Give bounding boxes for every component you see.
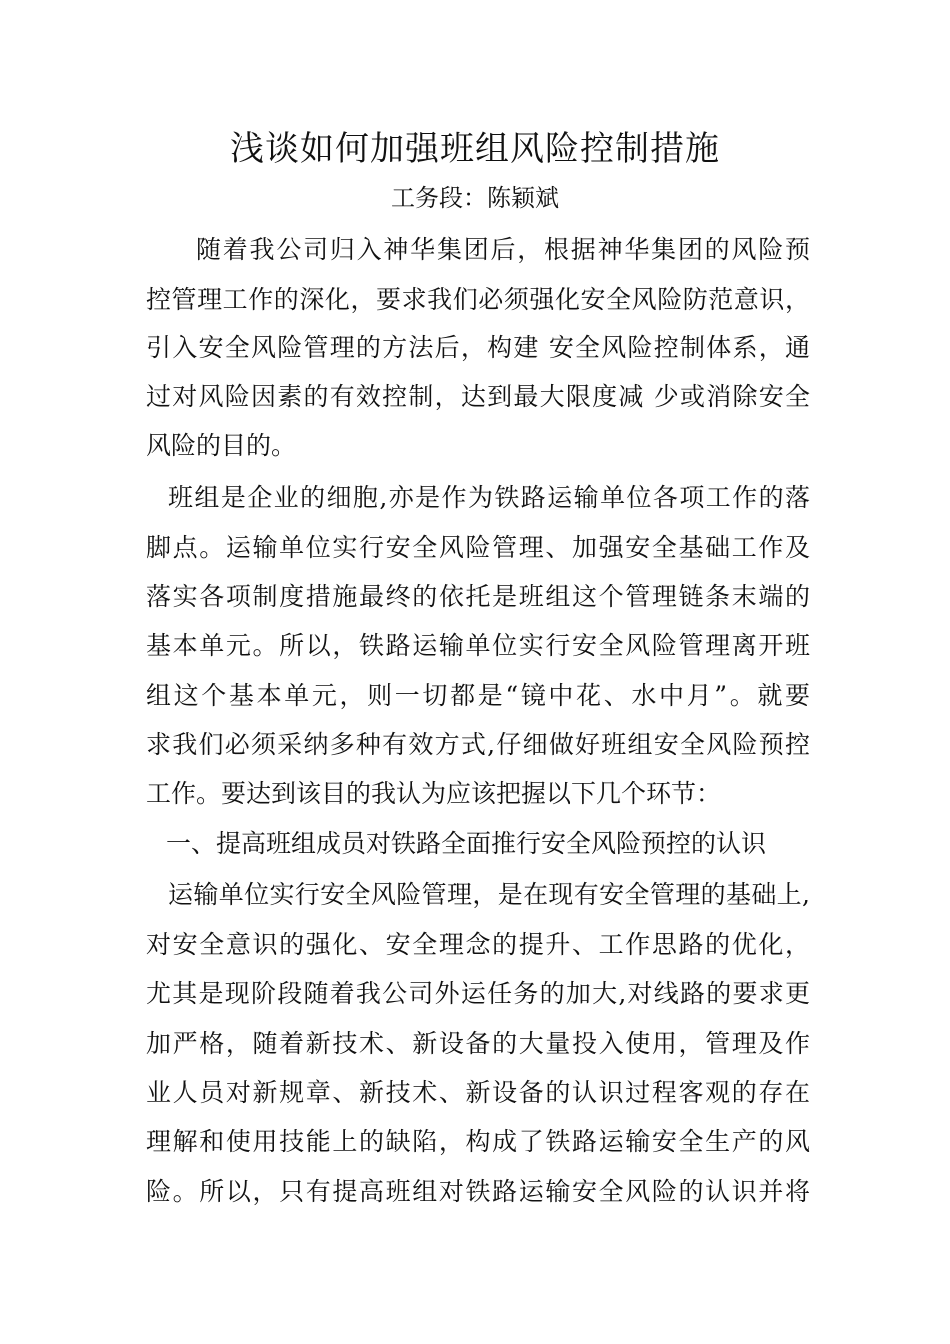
section-heading: 一、提高班组成员对铁路全面推行安全风险预控的认识 bbox=[166, 829, 767, 858]
text-line: 理解和使用技能上的缺陷，构成了铁路运输安全生产的风 bbox=[146, 1127, 810, 1156]
text-line: 险。所以，只有提高班组对铁路运输安全风险的认识并将 bbox=[146, 1177, 810, 1206]
text-line: 风险的目的。 bbox=[146, 431, 297, 460]
text-line: 加严格，随着新技术、新设备的大量投入使用，管理及作 bbox=[146, 1029, 810, 1058]
text-line: 脚点。运输单位实行安全风险管理、加强安全基础工作及 bbox=[146, 533, 810, 562]
text-line: 引入安全风险管理的方法后，构建 安全风险控制体系，通 bbox=[146, 333, 810, 362]
text-line: 对安全意识的强化、安全理念的提升、工作思路的优化， bbox=[146, 930, 810, 959]
text-line: 业人员对新规章、新技术、新设备的认识过程客观的存在 bbox=[146, 1078, 810, 1107]
text-line: 随着我公司归入神华集团后，根据神华集团的风险预 bbox=[196, 235, 810, 264]
text-line: 过对风险因素的有效控制，达到最大限度减 少或消除安全 bbox=[146, 382, 810, 411]
text-line: 班组是企业的细胞,亦是作为铁路运输单位各项工作的落 bbox=[168, 483, 810, 512]
text-line: 尤其是现阶段随着我公司外运任务的加大,对线路的要求更 bbox=[146, 979, 810, 1008]
text-line: 控管理工作的深化，要求我们必须强化安全风险防范意识， bbox=[146, 285, 810, 314]
text-line: 运输单位实行安全风险管理，是在现有安全管理的基础上, bbox=[168, 880, 810, 909]
text-line: 求我们必须采纳多种有效方式,仔细做好班组安全风险预控 bbox=[146, 730, 810, 759]
text-line: 工作。要达到该目的我认为应该把握以下几个环节： bbox=[146, 779, 722, 808]
text-line: 落实各项制度措施最终的依托是班组这个管理链条末端的 bbox=[146, 582, 810, 611]
document-author: 工务段：陈颖斌 bbox=[391, 184, 559, 212]
document-title: 浅谈如何加强班组风险控制措施 bbox=[230, 129, 720, 169]
text-line: 基本单元。所以，铁路运输单位实行安全风险管理离开班 bbox=[146, 631, 810, 660]
text-line: 组这个基本单元，则一切都是“镜中花、水中月”。就要 bbox=[146, 681, 810, 710]
